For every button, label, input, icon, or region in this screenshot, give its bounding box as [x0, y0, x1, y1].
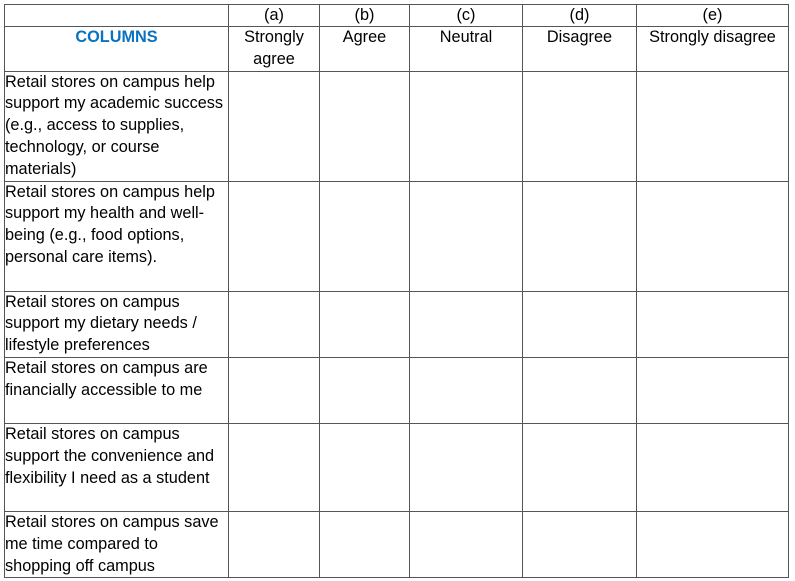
response-cell	[523, 423, 637, 511]
statement-academic-success: Retail stores on campus help support my academic success (e.g., access to supplies, technology, or course materials)	[5, 71, 229, 181]
response-cell	[320, 423, 410, 511]
response-cell	[320, 511, 410, 577]
response-cell	[320, 181, 410, 291]
scale-disagree: Disagree	[523, 27, 637, 72]
response-cell	[637, 181, 789, 291]
statement-convenience-flexibility: Retail stores on campus support the convenience and flexibility I need as a student	[5, 423, 229, 511]
response-cell	[637, 423, 789, 511]
statement-health-wellbeing: Retail stores on campus help support my health and well-being (e.g., food options, personal care items).	[5, 181, 229, 291]
response-cell	[229, 181, 320, 291]
response-cell	[410, 357, 523, 423]
response-cell	[637, 71, 789, 181]
scale-neutral: Neutral	[410, 27, 523, 72]
column-letter-row	[5, 5, 789, 27]
response-cell	[523, 291, 637, 357]
response-cell	[229, 423, 320, 511]
response-cell	[320, 291, 410, 357]
columns-title-cell	[5, 27, 229, 72]
response-cell	[523, 71, 637, 181]
response-cell	[637, 291, 789, 357]
response-cell	[637, 511, 789, 577]
response-cell	[523, 511, 637, 577]
scale-strongly-disagree: Strongly disagree	[637, 27, 789, 72]
column-letter-d: (d)	[523, 5, 637, 27]
scale-strongly-agree: Strongly agree	[229, 27, 320, 72]
table-row	[5, 511, 789, 577]
response-cell	[229, 511, 320, 577]
table-row	[5, 291, 789, 357]
response-cell	[523, 181, 637, 291]
scale-header-row	[5, 27, 789, 72]
column-letter-a: (a)	[229, 5, 320, 27]
statement-save-time: Retail stores on campus save me time compared to shopping off campus	[5, 511, 229, 577]
corner-cell	[5, 5, 229, 27]
response-cell	[523, 357, 637, 423]
response-cell	[229, 291, 320, 357]
statement-financially-accessible: Retail stores on campus are financially accessible to me	[5, 357, 229, 423]
response-cell	[320, 71, 410, 181]
response-cell	[410, 291, 523, 357]
likert-survey-table	[4, 4, 789, 578]
response-cell	[320, 357, 410, 423]
response-cell	[637, 357, 789, 423]
table-row	[5, 423, 789, 511]
response-cell	[229, 357, 320, 423]
response-cell	[229, 71, 320, 181]
column-letter-c: (c)	[410, 5, 523, 27]
column-letter-e: (e)	[637, 5, 789, 27]
column-letter-b: (b)	[320, 5, 410, 27]
table-row	[5, 71, 789, 181]
columns-title: COLUMNS	[75, 28, 158, 46]
response-cell	[410, 423, 523, 511]
table-row	[5, 181, 789, 291]
response-cell	[410, 511, 523, 577]
statement-dietary-needs: Retail stores on campus support my dietary needs / lifestyle preferences	[5, 291, 229, 357]
response-cell	[410, 71, 523, 181]
scale-agree: Agree	[320, 27, 410, 72]
response-cell	[410, 181, 523, 291]
table-row	[5, 357, 789, 423]
